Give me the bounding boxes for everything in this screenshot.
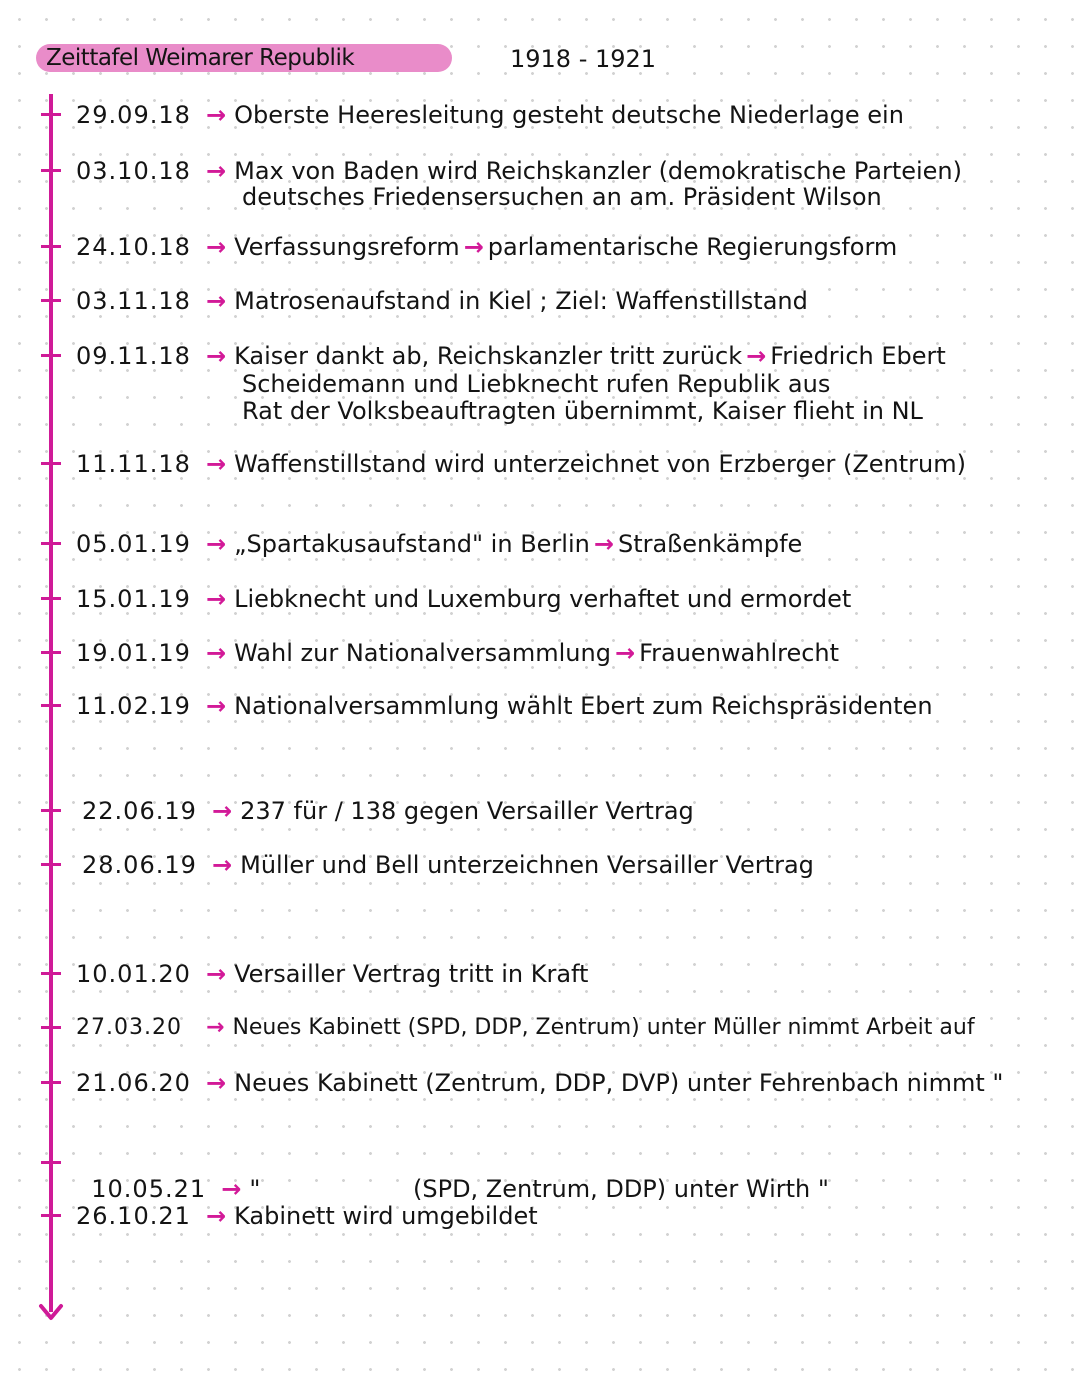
entry-text: Matrosenaufstand in Kiel ; Ziel: Waffenstillstand bbox=[234, 287, 808, 315]
entry-text: Müller und Bell unterzeichnen Versailler Vertrag bbox=[240, 851, 814, 879]
entry-date: 03.11.18 bbox=[76, 287, 191, 315]
arrow-right-icon: → bbox=[206, 450, 227, 478]
arrow-right-icon: → bbox=[206, 233, 227, 261]
timeline-entry bbox=[76, 640, 839, 666]
entry-date: 11.11.18 bbox=[76, 450, 191, 478]
page-title: Zeittafel Weimarer Republik bbox=[36, 44, 452, 72]
entry-date: 22.06.19 bbox=[82, 797, 197, 825]
arrow-right-icon: → bbox=[212, 797, 233, 825]
entry-text: Versailler Vertrag tritt in Kraft bbox=[234, 960, 589, 988]
timeline-tick bbox=[41, 169, 61, 172]
arrow-right-icon: → bbox=[206, 639, 227, 667]
entry-text: Wahl zur Nationalversammlung bbox=[234, 639, 611, 667]
timeline-tick bbox=[41, 1161, 61, 1164]
timeline-entry bbox=[76, 234, 897, 260]
entry-text: 237 für / 138 gegen Versailler Vertrag bbox=[240, 797, 694, 825]
timeline-entry bbox=[82, 798, 694, 824]
timeline-entry bbox=[76, 693, 933, 719]
entry-text: Liebknecht und Luxemburg verhaftet und ermordet bbox=[234, 585, 852, 613]
timeline-entry bbox=[76, 1070, 1003, 1096]
arrow-right-icon: → bbox=[746, 342, 767, 370]
entry-date: 15.01.19 bbox=[76, 585, 191, 613]
entry-text: Kaiser dankt ab, Reichskanzler tritt zurück bbox=[234, 342, 743, 370]
entry-text-after: Frauenwahlrecht bbox=[639, 639, 840, 667]
entry-text: " (SPD, Zentrum, DDP) unter Wirth " bbox=[249, 1175, 829, 1203]
timeline-line bbox=[49, 94, 53, 1312]
entry-date: 21.06.20 bbox=[76, 1069, 191, 1097]
entry-continuation: Scheidemann und Liebknecht rufen Republik aus bbox=[242, 370, 831, 398]
arrow-right-icon: → bbox=[206, 1015, 225, 1040]
timeline-tick bbox=[41, 809, 61, 812]
entry-text: Kabinett wird umgebildet bbox=[234, 1202, 538, 1230]
entry-date: 05.01.19 bbox=[76, 530, 191, 558]
entry-date: 11.02.19 bbox=[76, 692, 191, 720]
entry-date: 26.10.21 bbox=[76, 1202, 191, 1230]
arrow-right-icon: → bbox=[206, 960, 227, 988]
entry-continuation: deutsches Friedensersuchen an am. Präsident Wilson bbox=[242, 183, 882, 211]
entry-text: Oberste Heeresleitung gesteht deutsche Niederlage ein bbox=[234, 101, 904, 129]
arrow-right-icon: → bbox=[206, 1069, 227, 1097]
timeline-tick bbox=[41, 972, 61, 975]
arrow-right-icon: → bbox=[206, 101, 227, 129]
timeline-entry bbox=[76, 1015, 975, 1041]
entry-text: „Spartakusaufstand" in Berlin bbox=[234, 530, 590, 558]
timeline-entry bbox=[76, 102, 904, 128]
entry-date: 19.01.19 bbox=[76, 639, 191, 667]
timeline-entry bbox=[76, 531, 802, 557]
timeline-entry bbox=[76, 1203, 538, 1229]
arrow-right-icon: → bbox=[206, 692, 227, 720]
arrow-right-icon: → bbox=[206, 157, 227, 185]
arrow-right-icon: → bbox=[206, 342, 227, 370]
timeline-tick bbox=[41, 704, 61, 707]
arrow-right-icon: → bbox=[206, 585, 227, 613]
timeline-tick bbox=[41, 597, 61, 600]
entry-continuation: Rat der Volksbeauftragten übernimmt, Kaiser flieht in NL bbox=[242, 397, 923, 425]
timeline-entry bbox=[76, 288, 808, 314]
arrow-right-icon: → bbox=[463, 233, 484, 261]
entry-date: 10.05.21 bbox=[91, 1175, 207, 1203]
timeline-tick bbox=[41, 354, 61, 357]
entry-date: 10.01.20 bbox=[76, 960, 191, 988]
timeline-entry bbox=[76, 451, 966, 477]
entry-text: Waffenstillstand wird unterzeichnet von Erzberger (Zentrum) bbox=[234, 450, 966, 478]
year-range: 1918 - 1921 bbox=[510, 45, 657, 73]
entry-text: Max von Baden wird Reichskanzler (demokratische Parteien) bbox=[234, 157, 962, 185]
entry-date: 09.11.18 bbox=[76, 342, 191, 370]
timeline-tick bbox=[41, 1026, 61, 1029]
timeline-tick bbox=[41, 462, 61, 465]
timeline-tick bbox=[41, 863, 61, 866]
arrow-right-icon: → bbox=[212, 851, 233, 879]
entry-text-after: Friedrich Ebert bbox=[770, 342, 946, 370]
timeline-tick bbox=[41, 1081, 61, 1084]
timeline-entry bbox=[82, 852, 814, 878]
arrow-down-icon bbox=[38, 1298, 64, 1324]
timeline-entry bbox=[76, 343, 946, 369]
timeline-tick bbox=[41, 651, 61, 654]
timeline-tick bbox=[41, 299, 61, 302]
timeline-tick bbox=[41, 113, 61, 116]
arrow-right-icon: → bbox=[221, 1175, 242, 1203]
entry-date: 03.10.18 bbox=[76, 157, 191, 185]
arrow-right-icon: → bbox=[206, 530, 227, 558]
entry-date: 24.10.18 bbox=[76, 233, 191, 261]
arrow-right-icon: → bbox=[614, 639, 636, 667]
entry-text: Verfassungsreform bbox=[234, 233, 460, 261]
entry-date: 27.03.20 bbox=[76, 1015, 182, 1040]
timeline-entry bbox=[76, 158, 962, 184]
arrow-right-icon: → bbox=[206, 287, 227, 315]
entry-date: 29.09.18 bbox=[76, 101, 191, 129]
arrow-right-icon: → bbox=[206, 1202, 227, 1230]
entry-text: Neues Kabinett (SPD, DDP, Zentrum) unter Müller nimmt Arbeit auf bbox=[232, 1015, 975, 1040]
entry-text-after: parlamentarische Regierungsform bbox=[487, 233, 898, 261]
timeline-entry bbox=[76, 1150, 829, 1202]
arrow-right-icon: → bbox=[593, 530, 614, 558]
entry-text: Neues Kabinett (Zentrum, DDP, DVP) unter Fehrenbach nimmt " bbox=[234, 1069, 1004, 1097]
entry-date: 28.06.19 bbox=[82, 851, 197, 879]
timeline-tick bbox=[41, 542, 61, 545]
timeline-tick bbox=[41, 245, 61, 248]
timeline-entry bbox=[76, 961, 588, 987]
entry-text-after: Straßenkämpfe bbox=[617, 530, 803, 558]
entry-text: Nationalversammlung wählt Ebert zum Reichspräsidenten bbox=[234, 692, 933, 720]
timeline-entry bbox=[76, 586, 851, 612]
timeline-tick bbox=[41, 1214, 61, 1217]
